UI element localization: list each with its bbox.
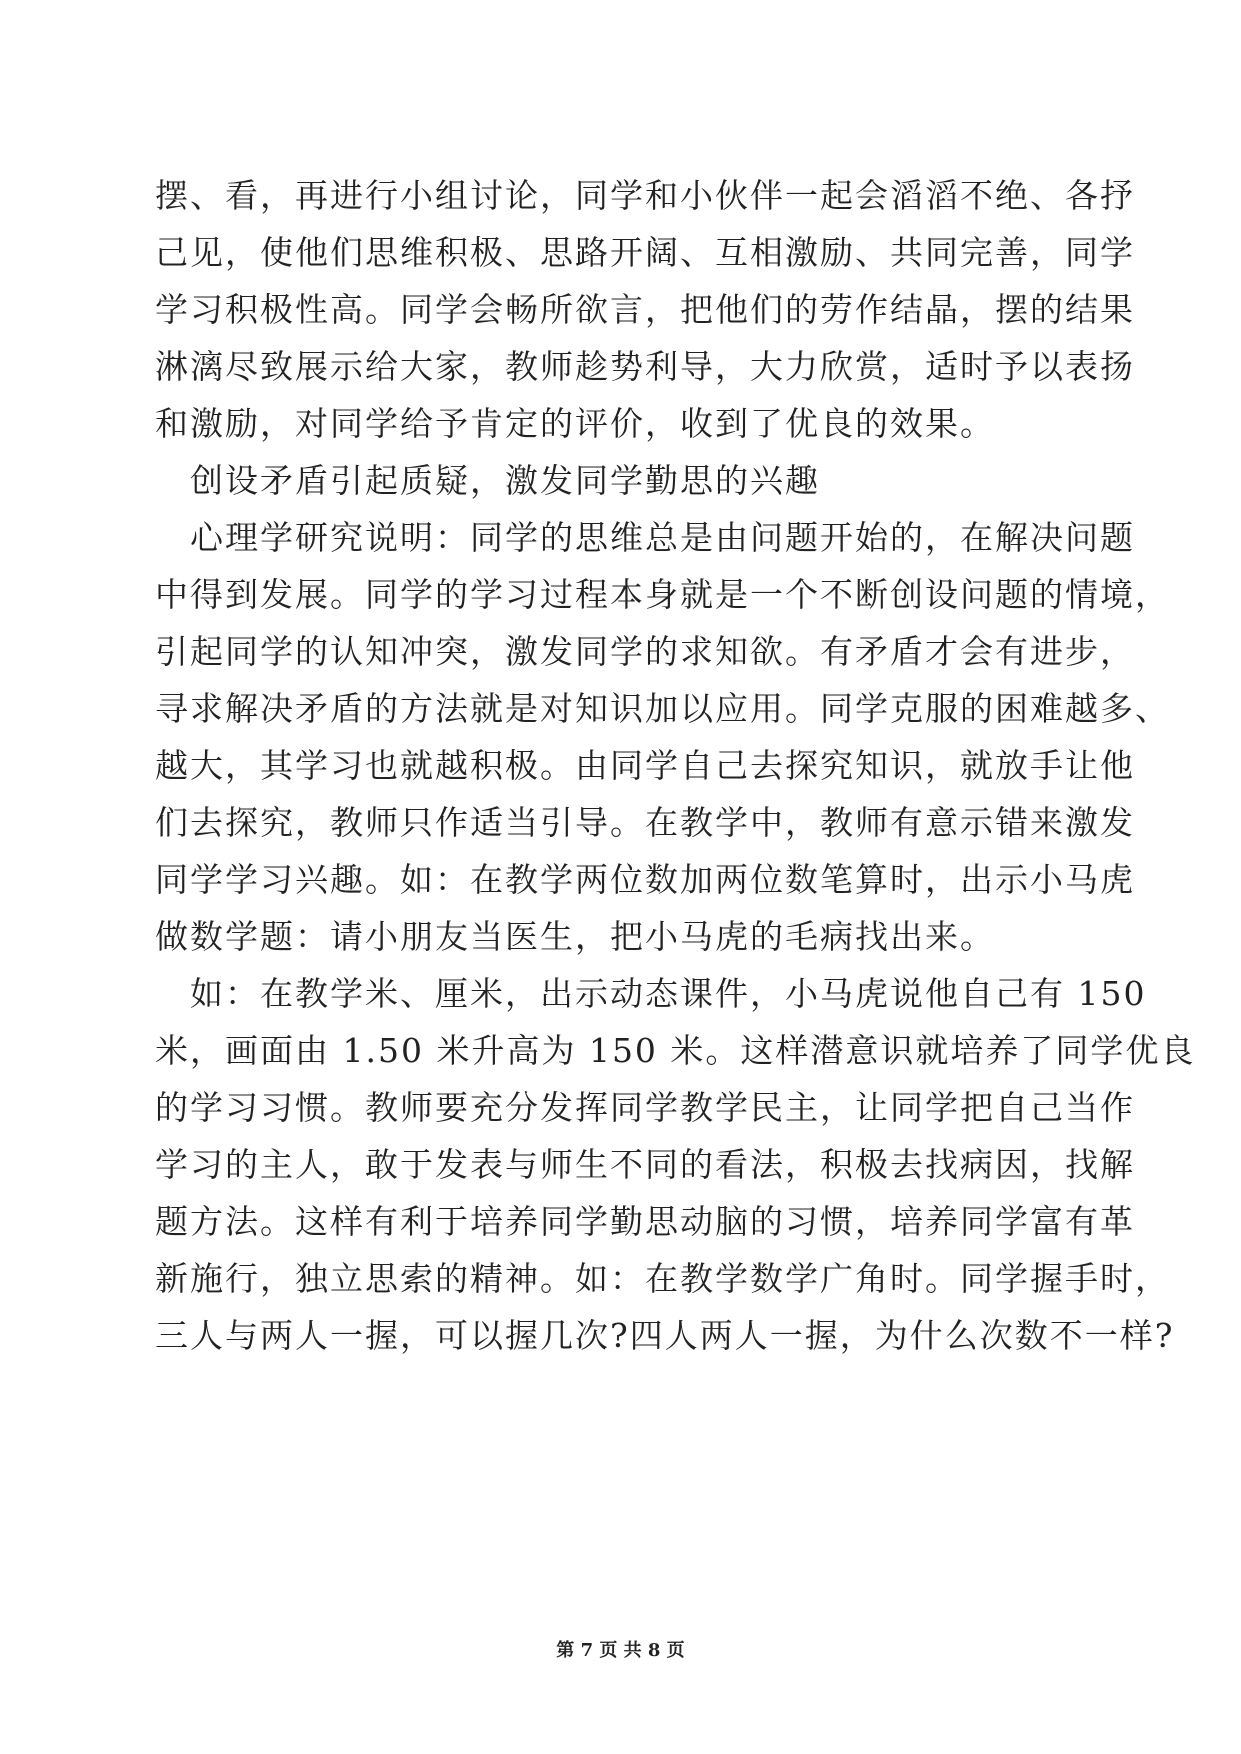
text-line: 寻求解决矛盾的方法就是对知识加以应用。同学克服的困难越多、	[155, 689, 1170, 728]
text-line: 米，画面由 1.50 米升高为 150 米。这样潜意识就培养了同学优良	[155, 1031, 1196, 1070]
text-line: 学习的主人，敢于发表与师生不同的看法，积极去找病因，找解	[155, 1145, 1135, 1184]
text-line: 中得到发展。同学的学习过程本身就是一个不断创设问题的情境，	[155, 575, 1170, 614]
text-line: 题方法。这样有利于培养同学勤思动脑的习惯，培养同学富有革	[155, 1202, 1135, 1241]
page-number-footer: 第 7 页 共 8 页	[556, 1640, 685, 1661]
text-line: 们去探究，教师只作适当引导。在教学中，教师有意示错来激发	[155, 803, 1135, 842]
text-line: 同学学习兴趣。如：在教学两位数加两位数笔算时，出示小马虎	[155, 860, 1135, 899]
text-line: 淋漓尽致展示给大家，教师趁势利导，大力欣赏，适时予以表扬	[155, 347, 1135, 386]
section-heading: 创设矛盾引起质疑，激发同学勤思的兴趣	[155, 461, 820, 500]
text-line: 的学习习惯。教师要充分发挥同学教学民主，让同学把自己当作	[155, 1088, 1135, 1127]
text-line: 学习积极性高。同学会畅所欲言，把他们的劳作结晶，摆的结果	[155, 290, 1135, 329]
text-line: 引起同学的认知冲突，激发同学的求知欲。有矛盾才会有进步，	[155, 632, 1135, 671]
text-line: 心理学研究说明：同学的思维总是由问题开始的，在解决问题	[155, 518, 1135, 557]
text-line: 越大，其学习也就越积极。由同学自己去探究知识，就放手让他	[155, 746, 1135, 785]
text-line: 新施行，独立思索的精神。如：在教学数学广角时。同学握手时，	[155, 1259, 1170, 1298]
text-line: 和激励，对同学给予肯定的评价，收到了优良的效果。	[155, 404, 995, 443]
text-line: 己见，使他们思维积极、思路开阔、互相激励、共同完善，同学	[155, 233, 1135, 272]
text-line: 摆、看，再进行小组讨论，同学和小伙伴一起会滔滔不绝、各抒	[155, 176, 1135, 215]
text-line: 做数学题：请小朋友当医生，把小马虎的毛病找出来。	[155, 917, 995, 956]
text-line: 如：在教学米、厘米，出示动态课件，小马虎说他自己有 150	[155, 974, 1147, 1013]
text-line: 三人与两人一握，可以握几次?四人两人一握，为什么次数不一样?	[155, 1316, 1175, 1355]
